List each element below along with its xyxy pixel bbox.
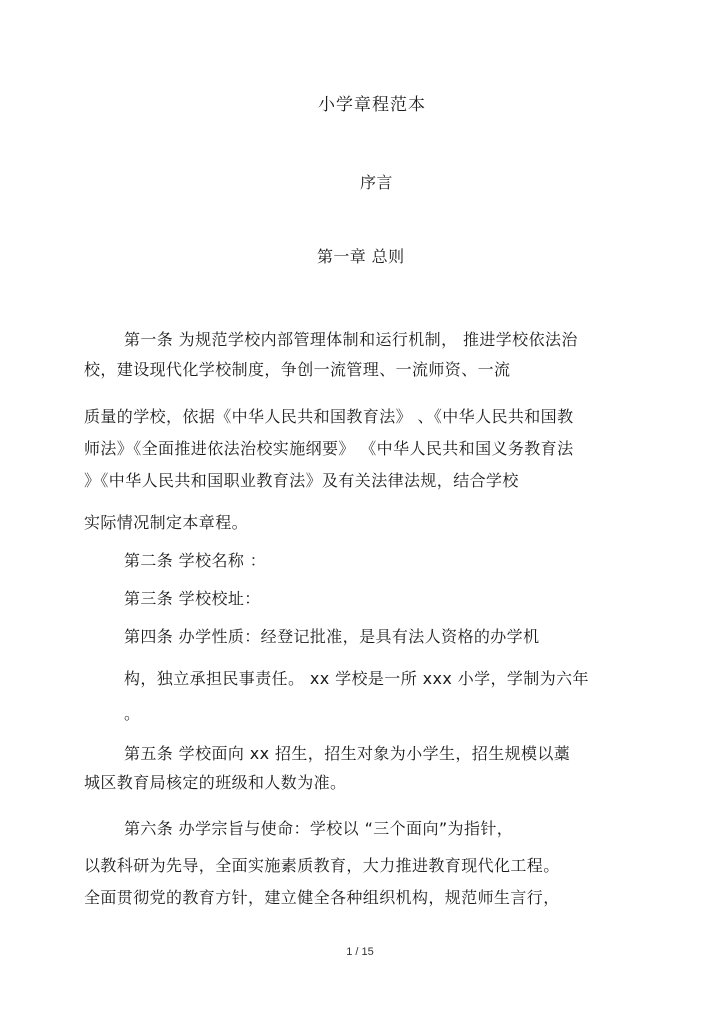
body-line: 构，独立承担民事责任。 xx 学校是一所 xxx 小学，学制为六年 xyxy=(124,669,589,688)
body-line: 第二条 学校名称 ： xyxy=(124,551,267,570)
document-title: 小学章程范本 xyxy=(318,95,426,115)
body-line: 第三条 学校校址： xyxy=(124,589,261,608)
body-line: 师法》《全面推进依法治校实施纲要》 《中华人民共和国义务教育法 xyxy=(84,439,574,458)
body-line: 质量的学校，依据《中华人民共和国教育法》 、《中华人民共和国教 xyxy=(84,407,574,426)
body-line: 实际情况制定本章程。 xyxy=(84,513,249,532)
body-line: 第四条 办学性质：经登记批准，是具有法人资格的办学机 xyxy=(124,627,540,646)
preface-heading: 序言 xyxy=(360,173,393,192)
body-line: 以教科研为先导，全面实施素质教育，大力推进教育现代化工程。 xyxy=(84,856,560,875)
body-line: 全面贯彻党的教育方针，建立健全各种组织机构，规范师生言行， xyxy=(84,888,560,907)
body-line: 城区教育局核定的班级和人数为准。 xyxy=(84,773,347,792)
chapter-heading: 第一章 总则 xyxy=(317,247,405,266)
page-indicator: 1 / 15 xyxy=(346,946,374,958)
body-line: 第五条 学校面向 xx 招生，招生对象为小学生，招生规模以藁 xyxy=(124,744,571,763)
body-line: 第一条 为规范学校内部管理体制和运行机制， 推进学校依法治 xyxy=(124,330,578,349)
body-line: 第六条 办学宗旨与使命：学校以 “三个面向”为指针， xyxy=(124,819,514,838)
body-line: 》《中华人民共和国职业教育法》及有关法律法规，结合学校 xyxy=(84,471,519,490)
body-line: 。 xyxy=(124,704,141,723)
body-line: 校，建设现代化学校制度，争创一流管理、一流师资、一流 xyxy=(84,360,511,379)
